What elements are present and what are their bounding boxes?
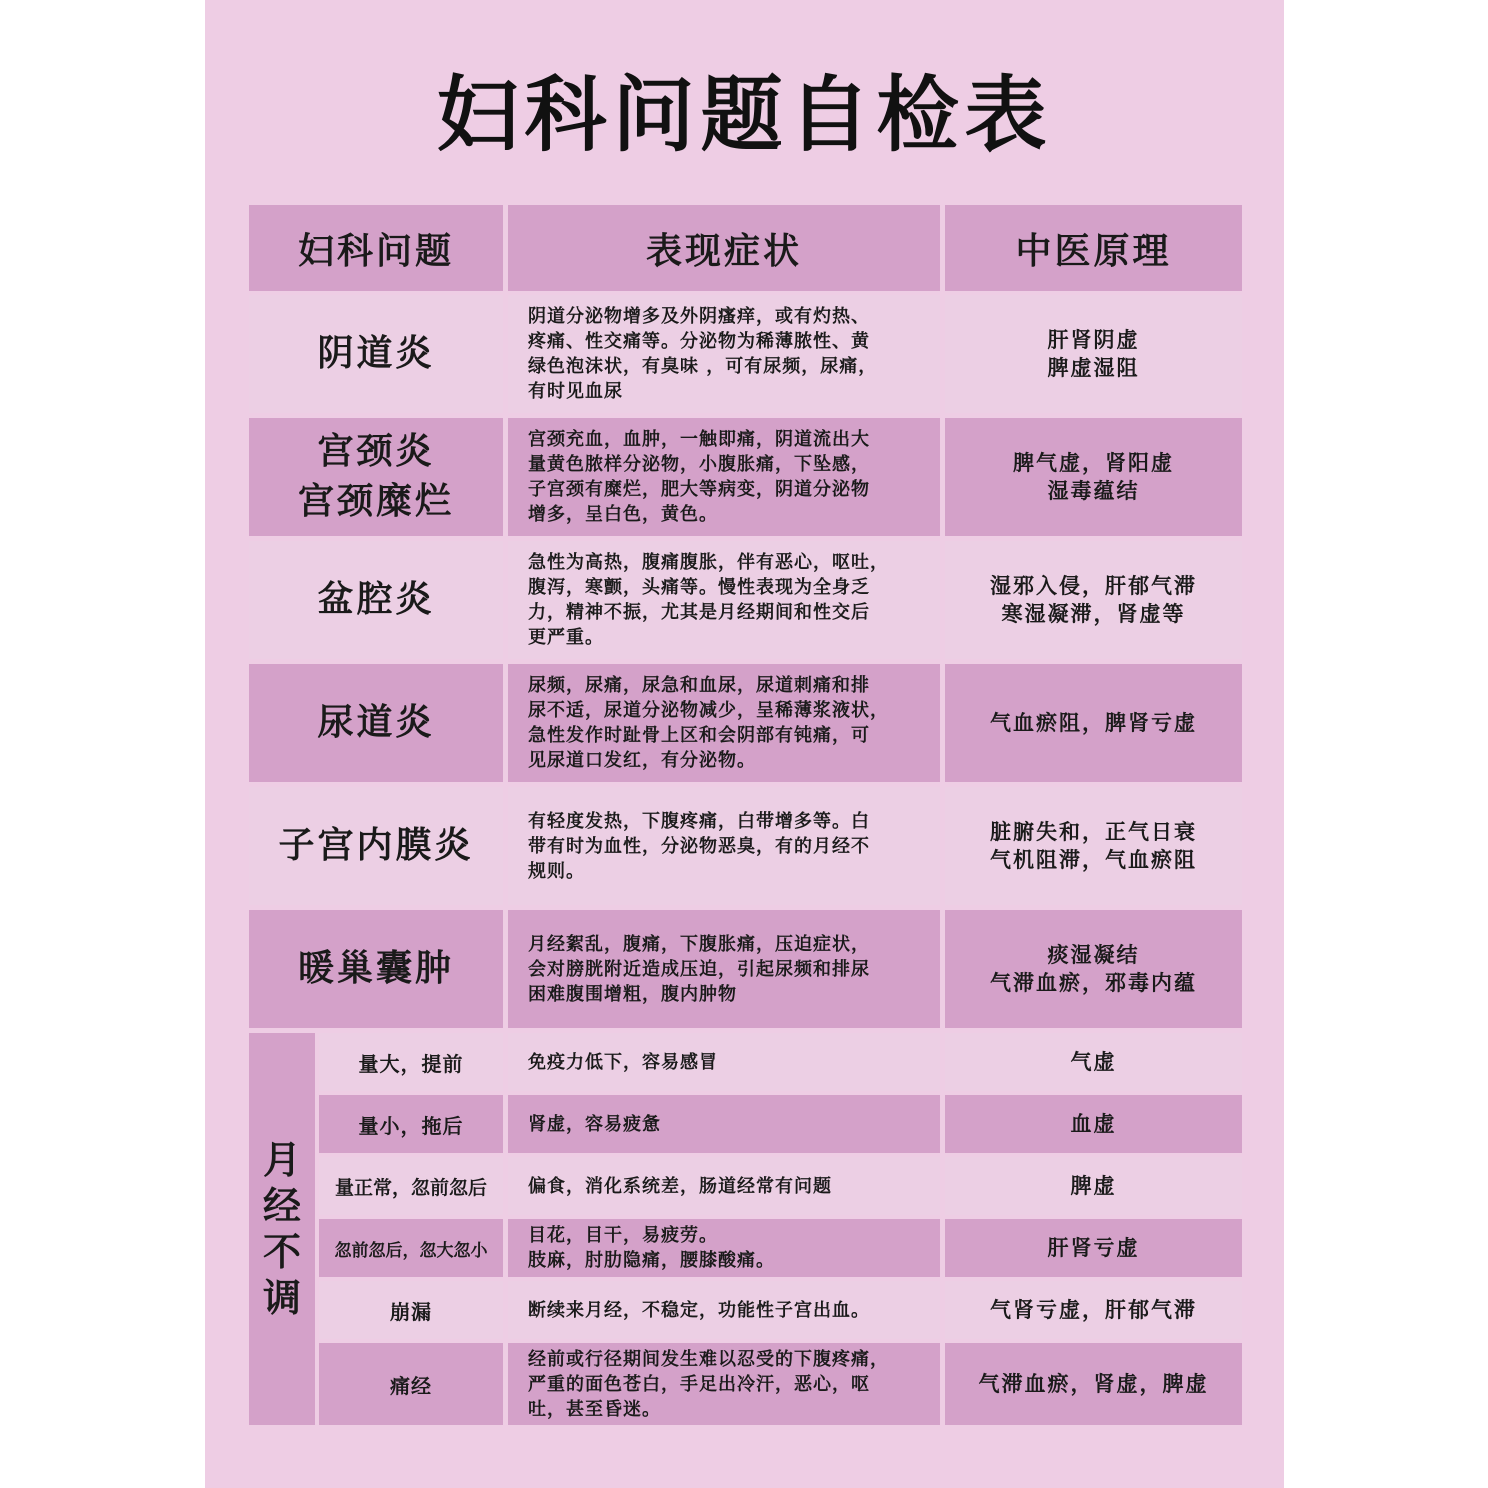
symptoms-text: 阴道分泌物增多及外阴瘙痒，或有灼热、 疼痛、性交痛等。分泌物为稀薄脓性、黄 绿色泡沫状，有臭味 ，可有尿频，尿痛， 有时见血尿 — [508, 295, 940, 413]
menstrual-symptoms: 经前或行径期间发生难以忍受的下腹疼痛， 严重的面色苍白，手足出冷汗，恶心，呕 吐，甚至昏迷。 — [508, 1343, 940, 1425]
menstrual-symptoms: 肾虚，容易疲惫 — [508, 1095, 940, 1153]
menstrual-tcm: 气肾亏虚，肝郁气滞 — [945, 1281, 1242, 1339]
tcm-principle: 气血瘀阻，脾肾亏虚 — [945, 664, 1242, 782]
symptoms-text: 急性为高热，腹痛腹胀，伴有恶心，呕吐， 腹泻，寒颤，头痛等。慢性表现为全身乏 力，精神不振，尤其是月经期间和性交后 更严重。 — [508, 541, 940, 659]
menstrual-subtype: 量小，拖后 — [319, 1095, 503, 1153]
problem-name: 尿道炎 — [249, 664, 503, 782]
tcm-principle: 脏腑失和，正气日衰 气机阻滞，气血瘀阻 — [945, 787, 1242, 905]
menstrual-subtype: 量正常，忽前忽后 — [319, 1157, 503, 1215]
header-problem: 妇科问题 — [249, 205, 503, 291]
checklist-sheet — [205, 0, 1284, 1488]
menstrual-tcm: 气虚 — [945, 1033, 1242, 1091]
menstrual-tcm: 血虚 — [945, 1095, 1242, 1153]
problem-name: 暖巢囊肿 — [249, 910, 503, 1028]
problem-name: 阴道炎 — [249, 295, 503, 413]
header-symptoms: 表现症状 — [508, 205, 940, 291]
menstrual-subtype: 痛经 — [319, 1343, 503, 1425]
page-title: 妇科问题自检表 — [436, 68, 1053, 163]
tcm-principle: 湿邪入侵，肝郁气滞 寒湿凝滞，肾虚等 — [945, 541, 1242, 659]
menstrual-tcm: 肝肾亏虚 — [945, 1219, 1242, 1277]
menstrual-tcm: 气滞血瘀，肾虚，脾虚 — [945, 1343, 1242, 1425]
header-tcm: 中医原理 — [945, 205, 1242, 291]
symptoms-text: 有轻度发热，下腹疼痛，白带增多等。白 带有时为血性，分泌物恶臭，有的月经不 规则。 — [508, 787, 940, 905]
problem-name: 宫颈炎 宫颈糜烂 — [249, 418, 503, 536]
symptoms-text: 尿频，尿痛，尿急和血尿，尿道刺痛和排 尿不适，尿道分泌物减少，呈稀薄浆液状， 急性发作时趾骨上区和会阴部有钝痛，可 见尿道口发红，有分泌物。 — [508, 664, 940, 782]
symptoms-text: 月经絮乱，腹痛，下腹胀痛，压迫症状， 会对膀胱附近造成压迫，引起尿频和排尿 困难腹围增粗，腹内肿物 — [508, 910, 940, 1028]
tcm-principle: 痰湿凝结 气滞血瘀，邪毒内蕴 — [945, 910, 1242, 1028]
menstrual-symptoms: 免疫力低下，容易感冒 — [508, 1033, 940, 1091]
menstrual-subtype: 崩漏 — [319, 1281, 503, 1339]
menstrual-symptoms: 偏食，消化系统差，肠道经常有问题 — [508, 1157, 940, 1215]
problem-name: 子宫内膜炎 — [249, 787, 503, 905]
menstrual-group-label — [249, 1033, 315, 1425]
menstrual-subtype: 忽前忽后，忽大忽小 — [319, 1219, 503, 1277]
tcm-principle: 肝肾阴虚 脾虚湿阻 — [945, 295, 1242, 413]
menstrual-tcm: 脾虚 — [945, 1157, 1242, 1215]
symptoms-text: 宫颈充血，血肿，一触即痛，阴道流出大 量黄色脓样分泌物，小腹胀痛，下坠感， 子宫颈有糜烂，肥大等病变，阴道分泌物 增多，呈白色，黄色。 — [508, 418, 940, 536]
tcm-principle: 脾气虚，肾阳虚 湿毒蕴结 — [945, 418, 1242, 536]
menstrual-subtype: 量大，提前 — [319, 1033, 503, 1091]
menstrual-label-text: 月 经 不 调 — [262, 1138, 301, 1320]
menstrual-symptoms: 目花，目干，易疲劳。 肢麻，肘肋隐痛，腰膝酸痛。 — [508, 1219, 940, 1277]
problem-name: 盆腔炎 — [249, 541, 503, 659]
menstrual-symptoms: 断续来月经，不稳定，功能性子宫出血。 — [508, 1281, 940, 1339]
